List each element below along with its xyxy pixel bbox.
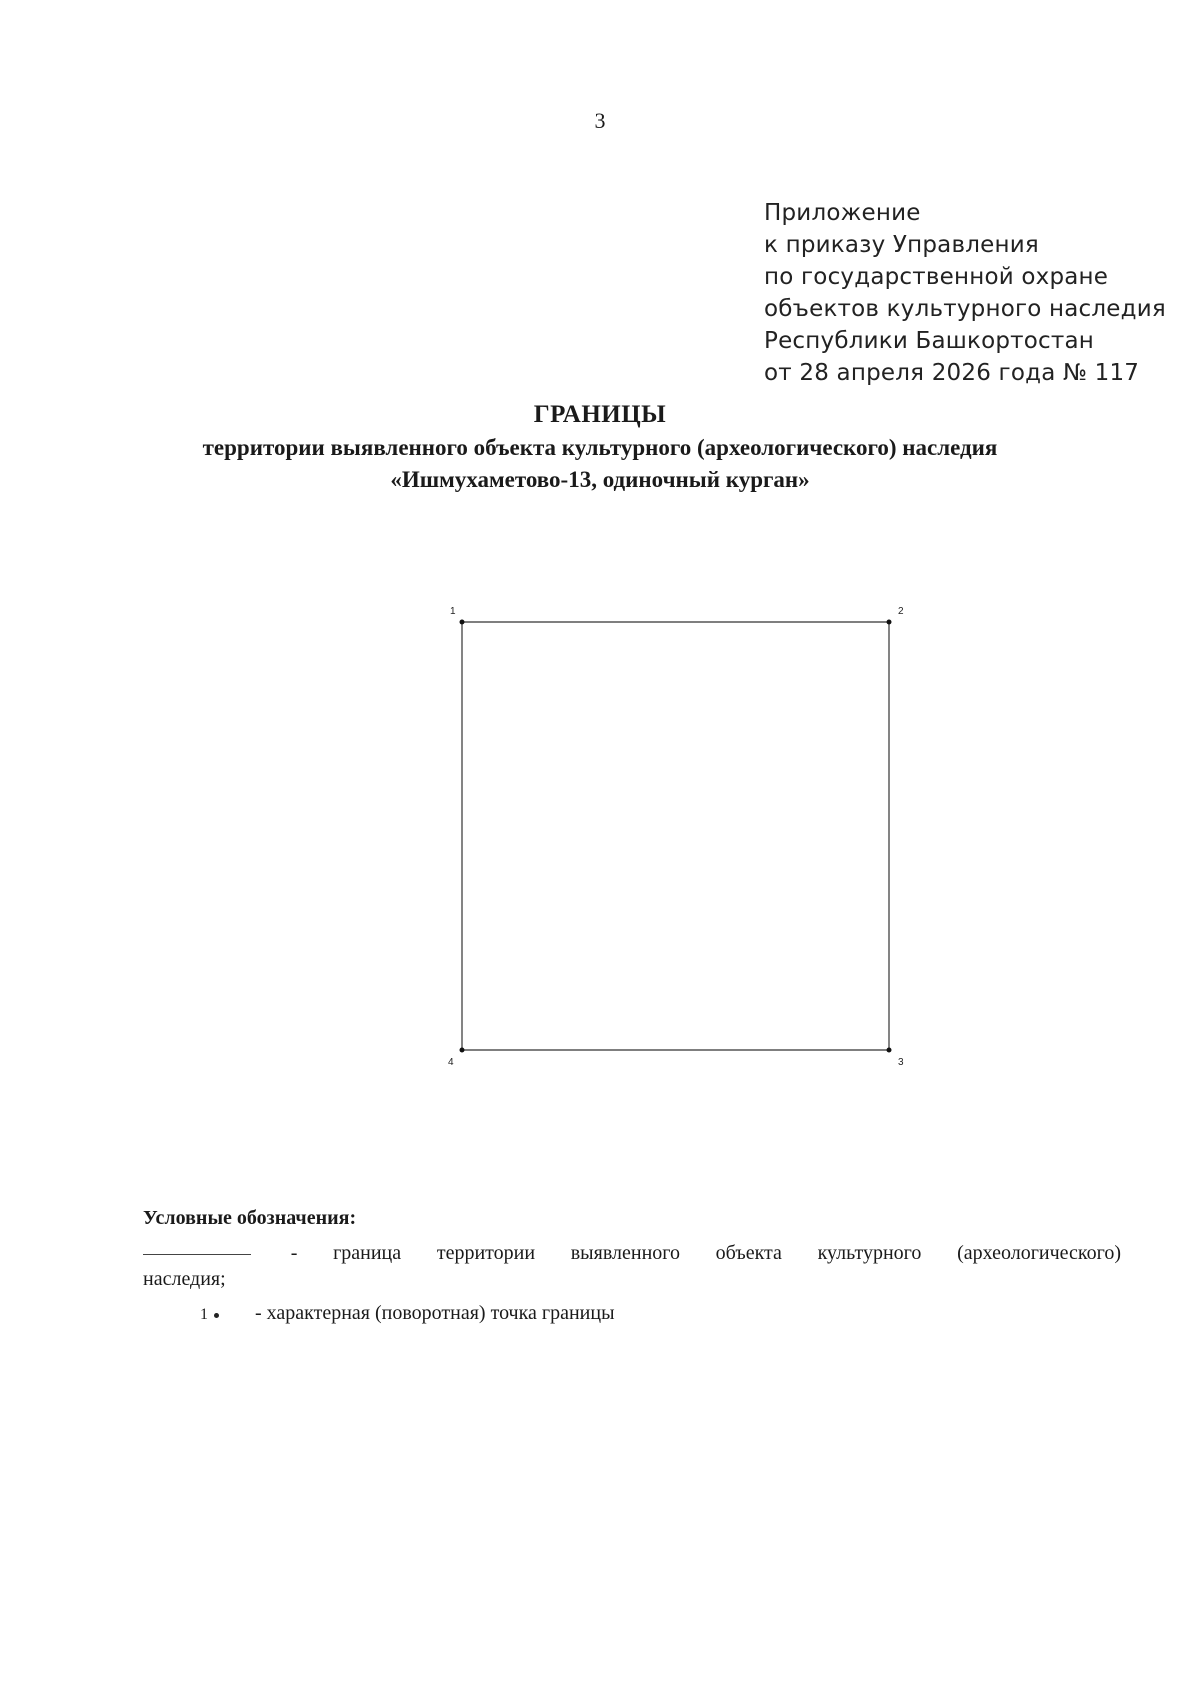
point-sample-label: 1 [200, 1306, 208, 1323]
boundary-point-4 [460, 1048, 465, 1053]
point-label-2: 2 [898, 606, 904, 617]
page-number: 3 [594, 108, 606, 133]
legend-boundary-text: - граница территории выявленного объекта культурного (археологического) [290, 1242, 1121, 1264]
legend-point-item [200, 1300, 615, 1328]
boundary-scheme [430, 595, 930, 1095]
appendix-line: к приказу Управления [764, 232, 1039, 258]
point-label-4: 4 [448, 1057, 454, 1068]
title-main: ГРАНИЦЫ [533, 401, 667, 428]
boundary-polygon [462, 622, 889, 1050]
point-label-1: 1 [450, 606, 456, 617]
boundary-point-3 [887, 1048, 892, 1053]
appendix-line: по государственной охране [764, 264, 1109, 290]
boundary-scheme-svg [430, 595, 930, 1095]
legend-boundary-item [143, 1240, 1121, 1266]
point-dot-icon [214, 1313, 219, 1318]
appendix-line: Республики Башкортостан [764, 328, 1095, 354]
legend-heading: Условные обозначения: [143, 1207, 357, 1229]
point-label-3: 3 [898, 1057, 904, 1068]
boundary-line-sample [143, 1254, 251, 1255]
document-title [0, 398, 1200, 496]
point-sample [200, 1302, 250, 1328]
title-object-name: «Ишмухаметово-13, одиночный курган» [390, 467, 810, 492]
boundary-point-1 [460, 620, 465, 625]
appendix-line: Приложение [764, 200, 921, 226]
appendix-line: объектов культурного наследия [764, 296, 1166, 322]
boundary-point-2 [887, 620, 892, 625]
legend-point-text: - характерная (поворотная) точка границы [255, 1302, 615, 1324]
appendix-header [764, 197, 1166, 389]
title-subject: территории выявленного объекта культурного (археологического) наследия [202, 435, 998, 460]
appendix-line: от 28 апреля 2026 года № 117 [764, 360, 1140, 386]
legend-boundary-text-cont: наследия; [143, 1268, 226, 1290]
